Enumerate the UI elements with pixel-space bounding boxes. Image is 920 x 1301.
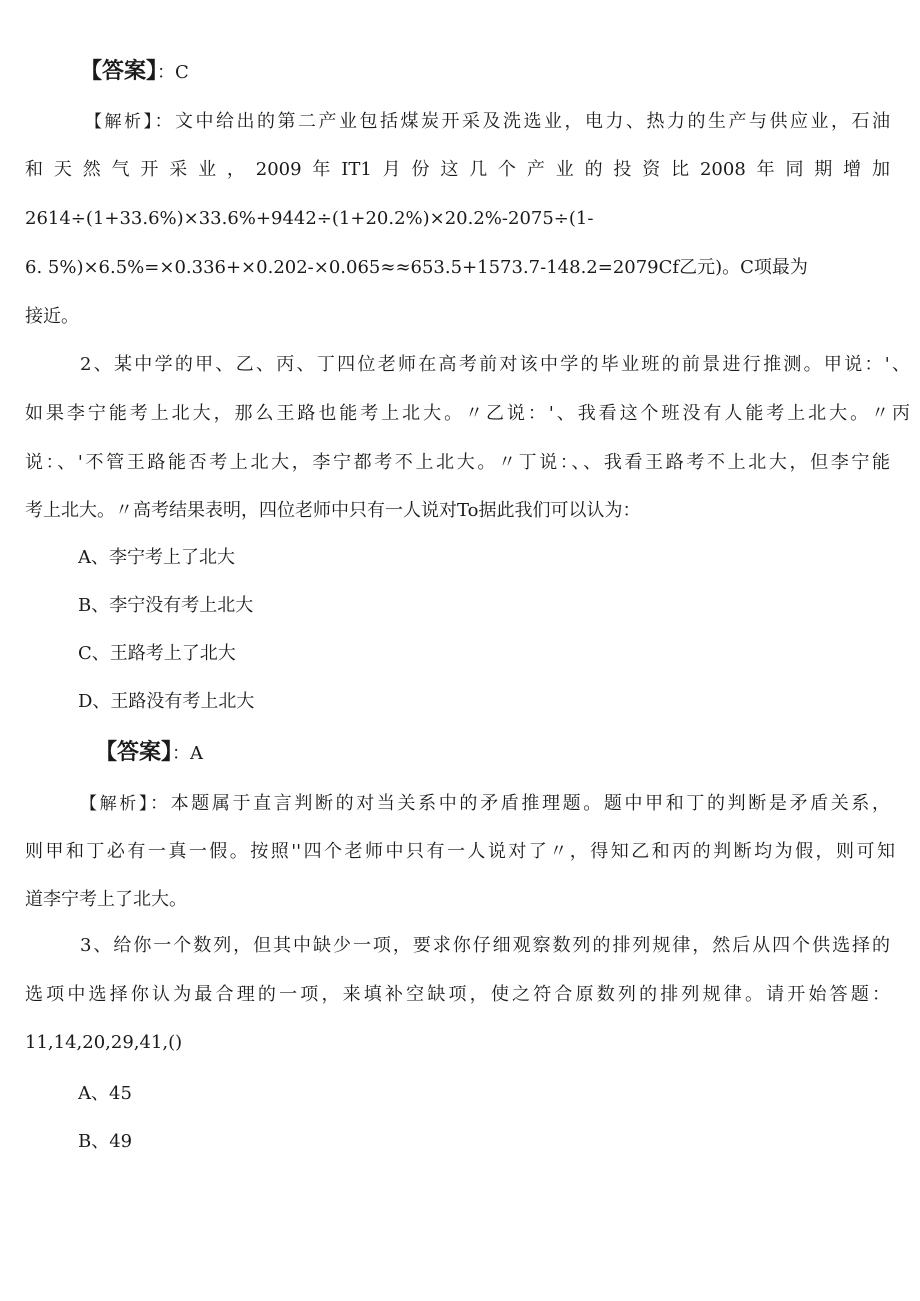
question-text: 说：、'不管王路能否考上北大，李宁都考不上北大。〃丁说：、、我看王路考不上北大，但李宁能	[25, 452, 890, 473]
option-c: C、王路考上了北大	[78, 643, 236, 664]
number-sequence: 11,14,20,29,41,()	[25, 1032, 183, 1053]
analysis-label: 【解析】	[80, 794, 151, 814]
option-b: B、49	[78, 1131, 133, 1152]
analysis-text: ：文中给出的第二产业包括煤炭开采及洗选业，电力、热力的生产与供应业，石油	[154, 111, 890, 132]
analysis-line: 则甲和丁必有一真一假。按照''四个老师中只有一人说对了〃，得知乙和丙的判断均为假，则可知	[25, 841, 895, 862]
analysis-line: 道李宁考上了北大。	[25, 889, 187, 910]
analysis-line	[85, 110, 890, 134]
question-text: 2、某中学的甲、乙、丙、丁四位老师在高考前对该中学的毕业班的前景进行推测。甲说：'、	[80, 354, 910, 375]
question-text: 如果李宁能考上北大，那么王路也能考上北大。〃乙说：'、我看这个班没有人能考上北大。〃丙	[25, 403, 910, 424]
analysis-line	[80, 792, 890, 816]
answer-value: ：A	[172, 743, 204, 764]
question-text: 选项中选择你认为最合理的一项，来填补空缺项，使之符合原数列的排列规律。请开始答题：	[25, 984, 890, 1005]
question-text: 3、给你一个数列，但其中缺少一项，要求你仔细观察数列的排列规律，然后从四个供选择的	[80, 935, 890, 956]
question-text: 考上北大。〃高考结果表明，四位老师中只有一人说对To据此我们可以认为：	[25, 500, 641, 521]
answer-value: ：C	[157, 62, 189, 83]
option-b: B、李宁没有考上北大	[78, 595, 254, 616]
analysis-formula-line: 2614÷(1+33.6%)×33.6%+9442÷(1+20.2%)×20.2%-2075÷(1-	[25, 208, 594, 229]
answer-block	[95, 741, 203, 766]
option-a: A、李宁考上了北大	[78, 547, 235, 568]
answer-label: 【答案】	[80, 59, 158, 84]
analysis-line: 接近。	[25, 306, 79, 327]
answer-block	[80, 60, 189, 85]
answer-label: 【答案】	[95, 740, 173, 765]
option-d: D、王路没有考上北大	[78, 691, 255, 712]
analysis-line: 和天然气开采业，2009年IT1月份这几个产业的投资比2008年同期增加	[25, 159, 890, 180]
analysis-formula-line: 6. 5%)×6.5%=×0.336+×0.202-×0.065≈≈653.5+1573.7-148.2=2079Cf乙元)。C项最为	[25, 257, 808, 278]
analysis-text: ：本题属于直言判断的对当关系中的矛盾推理题。题中甲和丁的判断是矛盾关系，	[150, 793, 890, 814]
option-a: A、45	[78, 1083, 132, 1104]
analysis-label: 【解析】	[85, 112, 155, 132]
